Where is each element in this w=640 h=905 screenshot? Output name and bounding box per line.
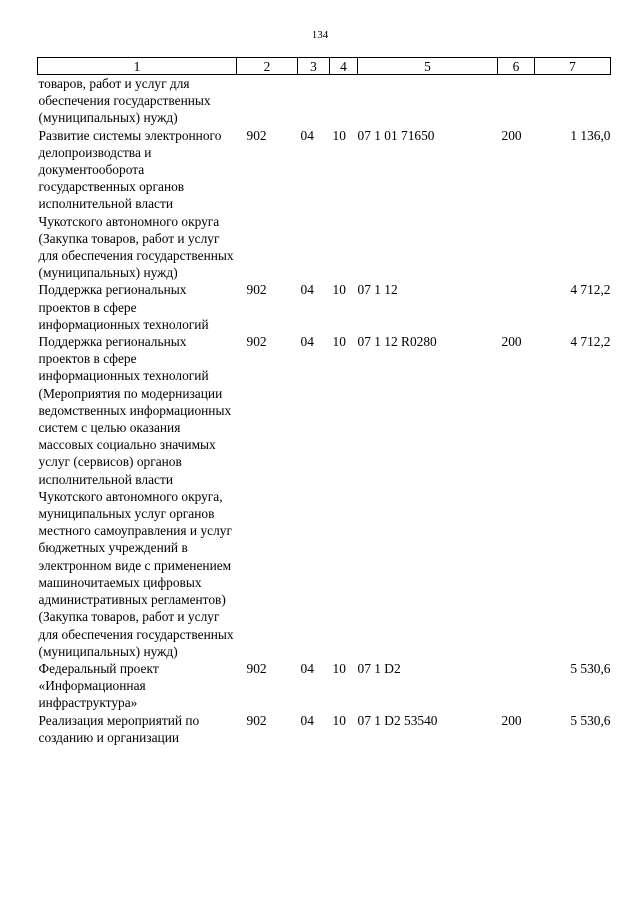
table-row bbox=[38, 333, 611, 660]
row-section bbox=[298, 75, 330, 127]
row-section: 04 bbox=[300, 660, 314, 676]
row-section: 04 bbox=[300, 712, 314, 728]
column-header-7: 7 bbox=[535, 58, 611, 75]
row-subsection: 10 bbox=[332, 712, 346, 728]
row-code bbox=[237, 75, 298, 127]
budget-table bbox=[37, 57, 611, 746]
table-row bbox=[38, 660, 611, 712]
row-vr bbox=[498, 281, 535, 333]
row-csr: 07 1 D2 bbox=[357, 660, 401, 676]
row-amount: 1 136,0 bbox=[570, 127, 611, 143]
row-name: Поддержка региональных проектов в сфере информационных технологий bbox=[38, 282, 209, 332]
row-code: 902 bbox=[246, 660, 267, 676]
row-vr: 200 bbox=[501, 127, 522, 143]
row-code: 902 bbox=[246, 127, 267, 143]
row-name: товаров, работ и услуг для обеспечения государственных (муниципальных) нужд) bbox=[38, 76, 211, 126]
row-csr: 07 1 01 71650 bbox=[357, 127, 435, 143]
row-subsection: 10 bbox=[332, 660, 346, 676]
row-subsection bbox=[330, 75, 358, 127]
row-subsection: 10 bbox=[332, 282, 346, 298]
row-name: Федеральный проект «Информационная инфраструктура» bbox=[38, 660, 159, 711]
row-vr bbox=[498, 75, 535, 127]
row-vr: 200 bbox=[501, 334, 522, 350]
row-vr bbox=[498, 660, 535, 712]
row-name: Поддержка региональных проектов в сфере информационных технологий (Мероприятия по модернизации ведомственных информационных систем с целью оказания массовых социально значимых услуг (сервисов) органов исполнительной власти Чукотского автономного округа, муниципальных услуг органов местного самоуправления и услуг бюджетных учреждений в электронном виде с применением машиночитаемых цифровых административных регламентов) (Закупка товаров, работ и услуг для обеспечения государственных (муниципальных) нужд) bbox=[38, 334, 234, 659]
column-header-4: 4 bbox=[330, 58, 358, 75]
row-csr: 07 1 D2 53540 bbox=[357, 712, 438, 728]
table-row bbox=[38, 75, 611, 127]
row-vr: 200 bbox=[501, 712, 522, 728]
column-header-1: 1 bbox=[38, 58, 237, 75]
table-row bbox=[38, 712, 611, 746]
column-header-3: 3 bbox=[298, 58, 330, 75]
row-csr: 07 1 12 bbox=[357, 282, 398, 298]
row-code: 902 bbox=[246, 282, 267, 298]
row-code: 902 bbox=[246, 712, 267, 728]
column-header-6: 6 bbox=[498, 58, 535, 75]
page-number: 134 bbox=[311, 29, 329, 41]
row-amount: 4 712,2 bbox=[570, 334, 611, 350]
table-row bbox=[38, 281, 611, 333]
column-number-header bbox=[38, 58, 611, 75]
row-amount bbox=[535, 75, 611, 127]
row-amount: 5 530,6 bbox=[570, 712, 611, 728]
row-amount: 5 530,6 bbox=[570, 660, 611, 676]
row-amount: 4 712,2 bbox=[570, 282, 611, 298]
row-subsection: 10 bbox=[332, 127, 346, 143]
row-name: Развитие системы электронного делопроизводства и документооборота государственных органов исполнительной власти Чукотского автономного округа (Закупка товаров, работ и услуг для обеспечения государственных (муниципальных) нужд) bbox=[38, 127, 234, 281]
table-row bbox=[38, 127, 611, 282]
row-section: 04 bbox=[300, 282, 314, 298]
row-code: 902 bbox=[246, 334, 267, 350]
row-section: 04 bbox=[300, 334, 314, 350]
row-csr: 07 1 12 R0280 bbox=[357, 334, 437, 350]
column-header-5: 5 bbox=[358, 58, 498, 75]
row-section: 04 bbox=[300, 127, 314, 143]
column-header-2: 2 bbox=[237, 58, 298, 75]
row-subsection: 10 bbox=[332, 334, 346, 350]
row-name: Реализация мероприятий по созданию и организации bbox=[38, 712, 200, 745]
row-csr bbox=[358, 75, 498, 127]
